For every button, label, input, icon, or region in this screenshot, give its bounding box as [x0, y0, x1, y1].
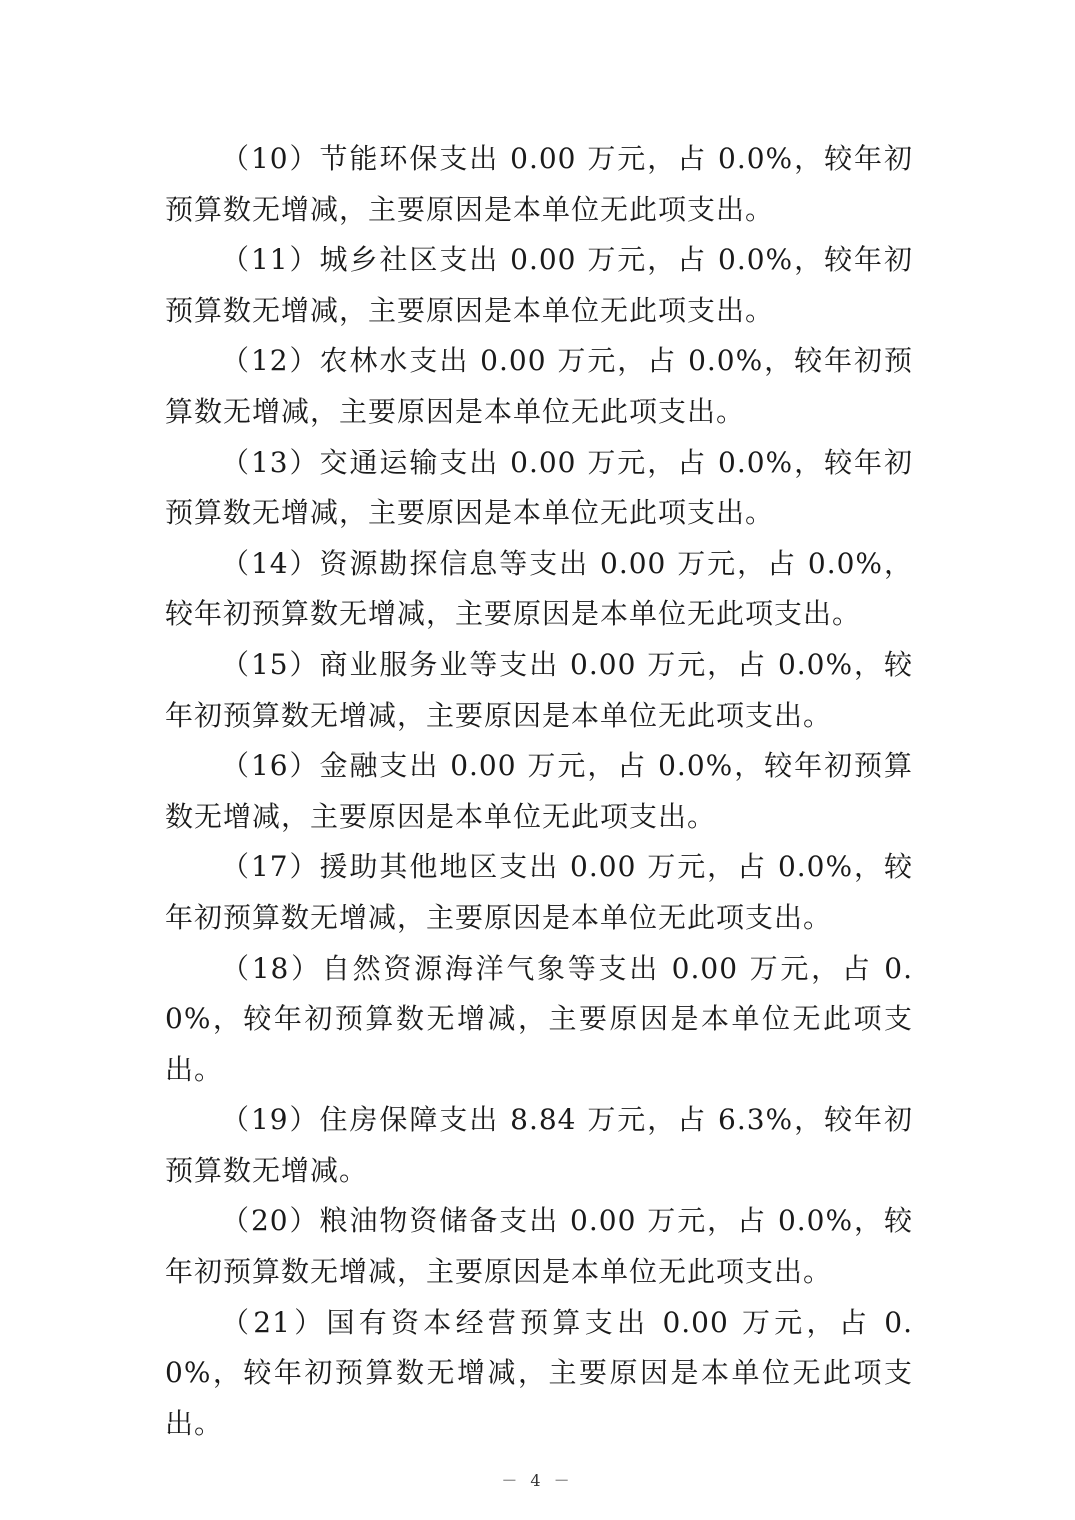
paragraph-item-21: （21）国有资本经营预算支出 0.00 万元，占 0.0%，较年初预算数无增减，主要原因是本单位无此项支出。 — [165, 1305, 913, 1440]
page-number: － 4 － — [501, 1471, 574, 1490]
paragraph-item-18: （18）自然资源海洋气象等支出 0.00 万元，占 0.0%，较年初预算数无增减，主要原因是本单位无此项支出。 — [165, 951, 913, 1086]
paragraph-item-17: （17）援助其他地区支出 0.00 万元，占 0.0%，较年初预算数无增减，主要原因是本单位无此项支出。 — [165, 850, 913, 934]
paragraph-item-11: （11）城乡社区支出 0.00 万元，占 0.0%，较年初预算数无增减，主要原因是本单位无此项支出。 — [165, 243, 913, 327]
paragraph-item-13: （13）交通运输支出 0.00 万元，占 0.0%，较年初预算数无增减，主要原因是本单位无此项支出。 — [165, 445, 913, 530]
document-body — [165, 134, 913, 1449]
paragraph-item-16: （16）金融支出 0.00 万元，占 0.0%，较年初预算数无增减，主要原因是本单位无此项支出。 — [165, 749, 913, 833]
paragraph-item-14: （14）资源勘探信息等支出 0.00 万元，占 0.0%，较年初预算数无增减，主要原因是本单位无此项支出。 — [165, 546, 913, 631]
paragraph-item-12: （12）农林水支出 0.00 万元，占 0.0%，较年初预算数无增减，主要原因是本单位无此项支出。 — [165, 344, 913, 428]
paragraph-item-10: （10）节能环保支出 0.00 万元，占 0.0%，较年初预算数无增减，主要原因是本单位无此项支出。 — [165, 142, 913, 226]
paragraph-item-19: （19）住房保障支出 8.84 万元，占 6.3%，较年初预算数无增减。 — [165, 1103, 913, 1187]
paragraph-item-20: （20）粮油物资储备支出 0.00 万元，占 0.0%，较年初预算数无增减，主要原因是本单位无此项支出。 — [165, 1204, 913, 1289]
paragraph-item-15: （15）商业服务业等支出 0.00 万元，占 0.0%，较年初预算数无增减，主要原因是本单位无此项支出。 — [165, 647, 913, 732]
